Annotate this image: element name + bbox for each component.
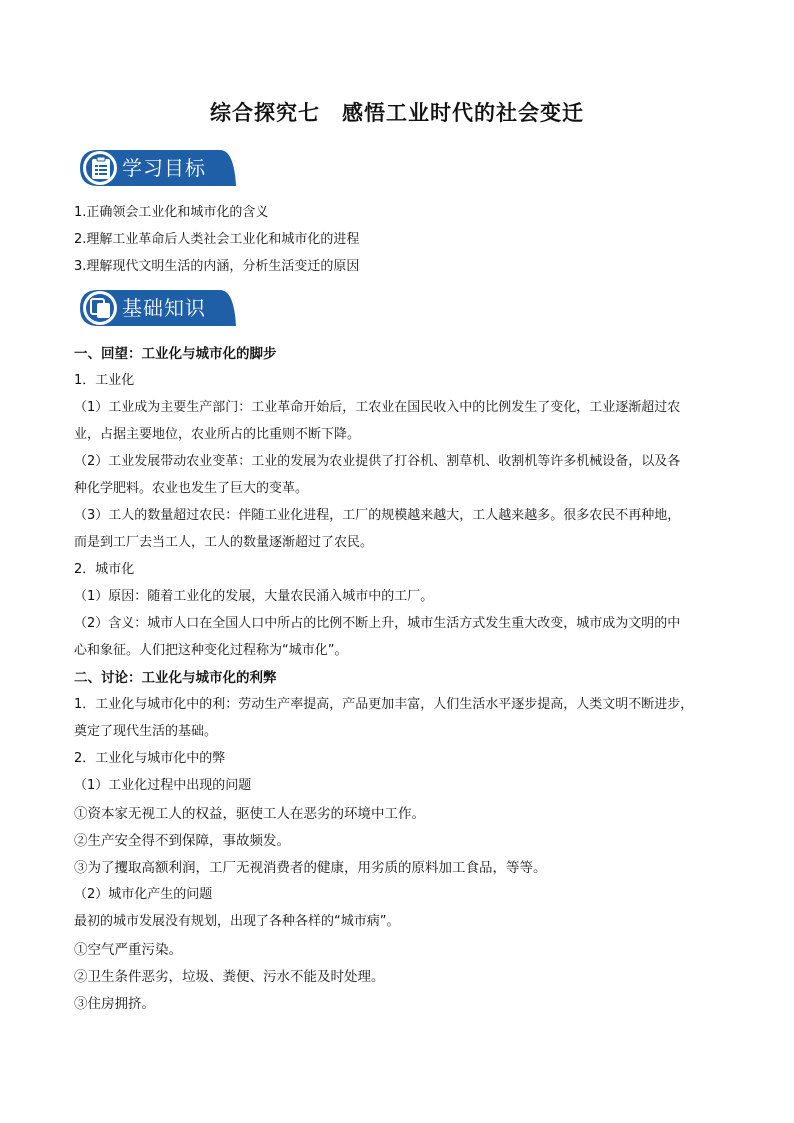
goal-3: 3.理解现代文明生活的内涵，分析生活变迁的原因 [74,259,360,274]
learning-goals-banner [78,148,238,188]
goal-2: 2.理解工业革命后人类社会工业化和城市化的进程 [74,232,360,247]
subheading-urbanization: 2．城市化 [74,562,135,577]
list-item: ③住房拥挤。 [74,996,155,1012]
paragraph-line: 最初的城市发展没有规划，出现了各种各样的“城市病”。 [74,914,400,929]
section-1-heading: 一、回望：工业化与城市化的脚步 [74,346,277,362]
paragraph-line: （1）原因：随着工业化的发展，大量农民涌入城市中的工厂。 [74,589,434,604]
paragraph-line: （2）工业发展带动农业变革：工业的发展为农业提供了打谷机、割草机、收割机等许多机械设备，以及各 [74,454,681,469]
goal-1: 1.正确领会工业化和城市化的含义 [74,205,269,220]
list-item: ②卫生条件恶劣，垃圾、粪便、污水不能及时处理。 [74,969,385,985]
paragraph-line: 心和象征。人们把这种变化过程称为“城市化”。 [74,643,348,658]
paragraph-line: （1）工业成为主要生产部门：工业革命开始后，工农业在国民收入中的比例发生了变化，工业逐渐超过农 [74,400,681,415]
paragraph-line: （3）工人的数量超过农民：伴随工业化进程，工厂的规模越来越大，工人越来越多。很多农民不再种地， [74,508,681,523]
list-item: ①空气严重污染。 [74,942,182,958]
paragraph-line: （1）工业化过程中出现的问题 [74,778,252,793]
list-item: ②生产安全得不到保障，事故频发。 [74,833,290,849]
paragraph-line: 2．工业化与城市化中的弊 [74,751,226,766]
page-title: 综合探究七 感悟工业时代的社会变迁 [210,100,584,125]
paragraph-line: （2）含义：城市人口在全国人口中所占的比例不断上升，城市生活方式发生重大改变，城市成为文明的中 [74,616,681,631]
subheading-industrialization: 1．工业化 [74,373,135,388]
list-item: ③为了攫取高额利润，工厂无视消费者的健康，用劣质的原料加工食品，等等。 [74,860,547,876]
paragraph-line: 而是到工厂去当工人，工人的数量逐渐超过了农民。 [74,535,374,550]
paragraph-line: 种化学肥料。农业也发生了巨大的变革。 [74,481,309,496]
banner-label: 学习目标 [122,156,206,180]
section-2-heading: 二、讨论：工业化与城市化的利弊 [74,670,277,686]
paragraph-line: 1．工业化与城市化中的利：劳动生产率提高，产品更加丰富，人们生活水平逐步提高，人类文明不断进步， [74,697,694,712]
banner-label: 基础知识 [122,296,206,320]
paragraph-line: （2）城市化产生的问题 [74,887,213,902]
paragraph-line: 业，占据主要地位，农业所占的比重则不断下降。 [74,427,361,442]
paragraph-line: 奠定了现代生活的基础。 [74,724,218,739]
basic-knowledge-banner [78,288,238,328]
list-item: ①资本家无视工人的权益，驱使工人在恶劣的环境中工作。 [74,806,425,822]
